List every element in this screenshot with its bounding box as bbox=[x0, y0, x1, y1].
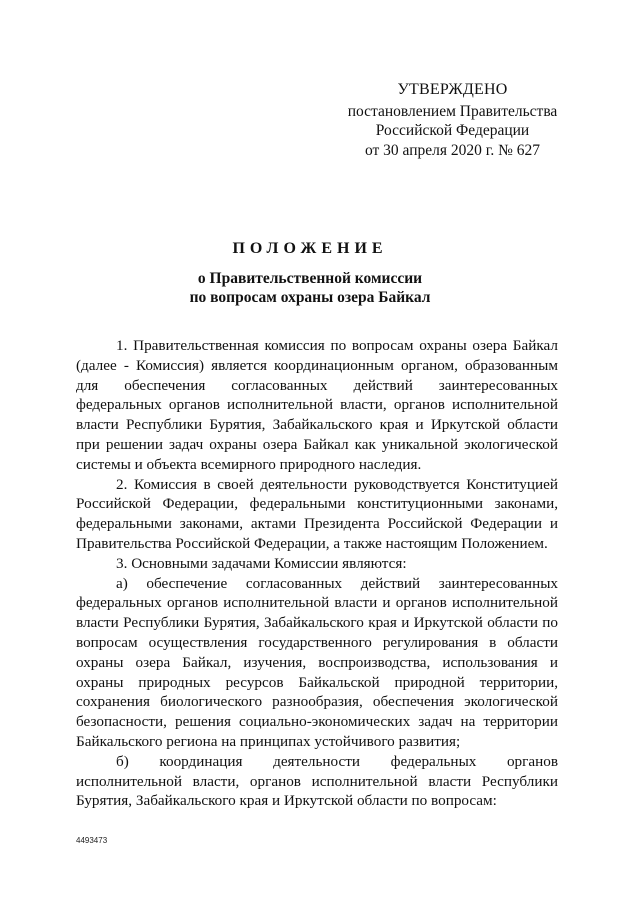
approval-heading: УТВЕРЖДЕНО bbox=[397, 81, 508, 98]
approval-line-1: постановлением Правительства bbox=[347, 102, 558, 120]
document-title-block bbox=[0, 240, 620, 307]
document-subtitle-line-1: о Правительственной комиссии bbox=[197, 270, 423, 287]
approval-line-2: Российской Федерации bbox=[375, 122, 530, 139]
paragraph-3b: б) координация деятельности федеральных органов исполнительной власти, органов исполнительной власти Республики Бурятия, Забайкальского края и Иркутской области по вопросам: bbox=[76, 752, 558, 810]
paragraph-2: 2. Комиссия в своей деятельности руководствуется Конституцией Российской Федерации, федеральными конституционными законами, федеральными законами, актами Президента Российской Федерации и Правительства Российской Федерации, а также настоящим Положением. bbox=[76, 475, 558, 552]
document-subtitle-line-2: по вопросам охраны озера Байкал bbox=[189, 289, 431, 306]
approval-stamp bbox=[300, 80, 605, 160]
document-id: 4493473 bbox=[76, 836, 108, 845]
paragraph-3a: а) обеспечение согласованных действий заинтересованных федеральных органов исполнительной власти и органов исполнительной власти Республики Бурятия, Забайкальского края и Иркутской области по вопросам осуществления государственного регулирования в области охраны озера Байкал, изучения, воспроизводства, использования и охраны природных ресурсов Байкальской природной территории, сохранения биологического разнообразия, обеспечения экологической безопасности, решения социально-экономических задач на территории Байкальского региона на принципах устойчивого развития; bbox=[76, 574, 558, 750]
paragraph-3: 3. Основными задачами Комиссии являются: bbox=[116, 554, 407, 572]
document-title: ПОЛОЖЕНИЕ bbox=[232, 240, 388, 257]
paragraph-1: 1. Правительственная комиссия по вопросам охраны озера Байкал (далее - Комиссия) является координационным органом, образованным для обеспечения согласованных действий заинтересованных федеральных органов исполнительной власти, органов исполнительной власти Республики Бурятия, Забайкальского края и Иркутской области при решении задач охраны озера Байкал как уникальной экологической системы и объекта всемирного природного наследия. bbox=[76, 337, 558, 473]
approval-line-3: от 30 апреля 2020 г. № 627 bbox=[364, 141, 541, 159]
document-body bbox=[76, 336, 558, 811]
